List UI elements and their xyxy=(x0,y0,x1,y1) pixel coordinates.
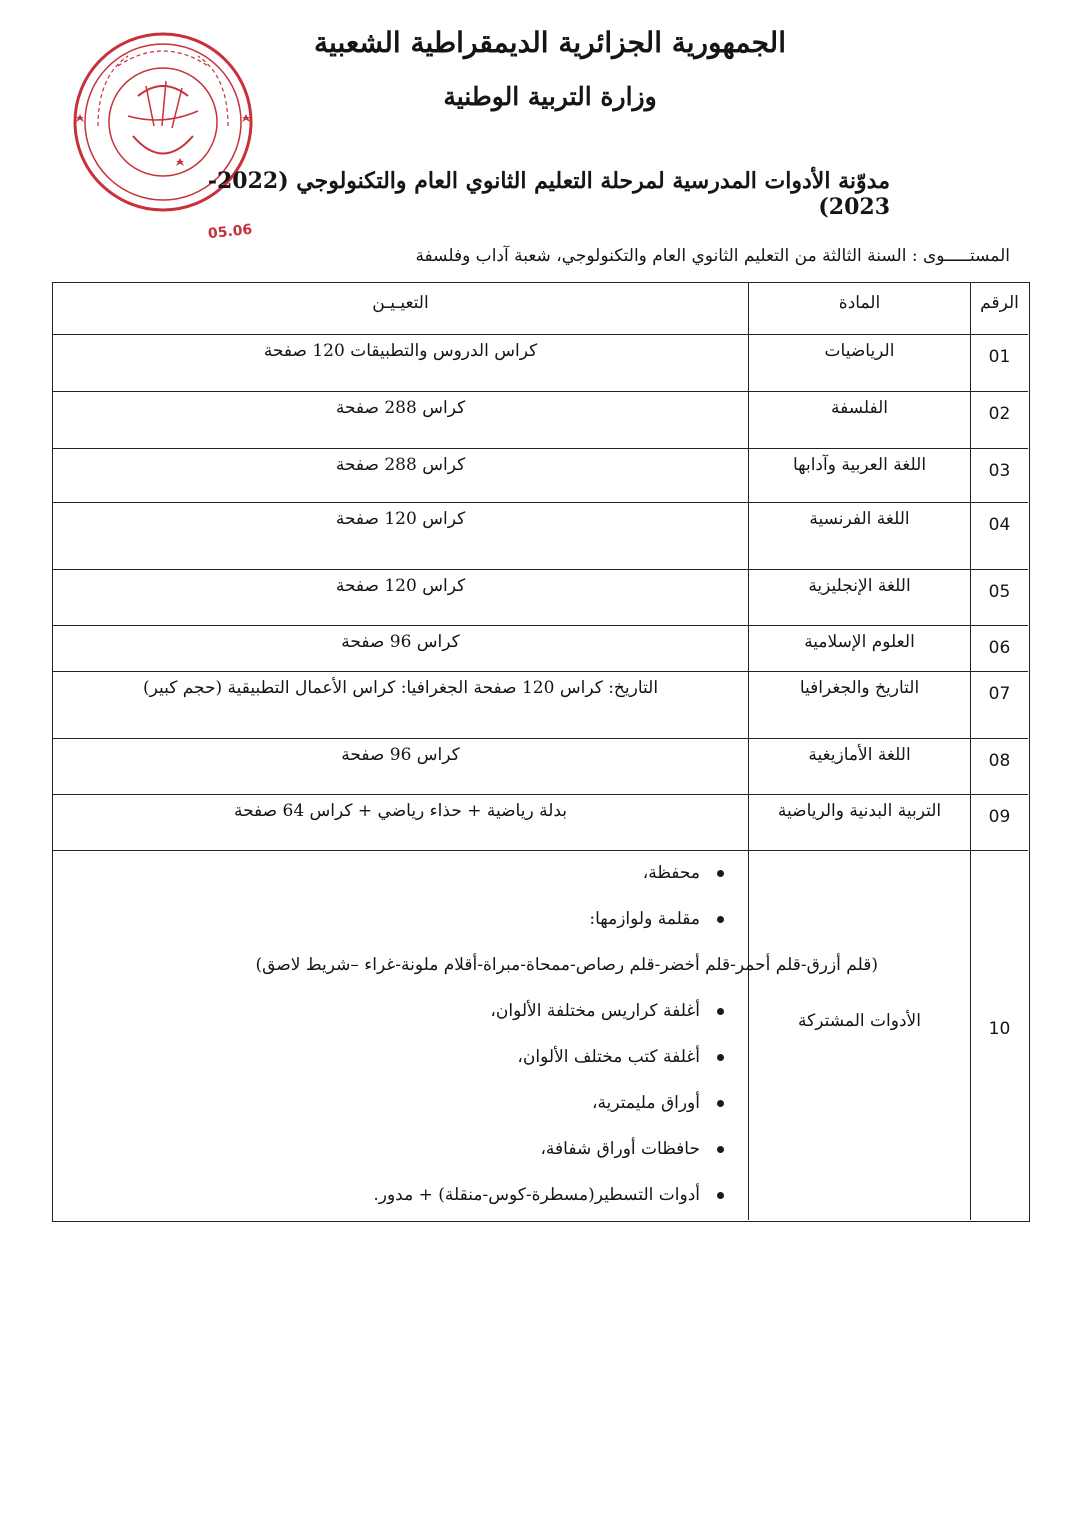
row-subject: الرياضيات xyxy=(748,335,970,391)
row-designation: كراس 96 صفحة xyxy=(341,632,460,652)
row-designation: كراس 288 صفحة xyxy=(335,455,466,475)
row-designation: كراس 120 صفحة xyxy=(335,576,466,596)
row-subject: اللغة الإنجليزية xyxy=(748,570,970,625)
table-header-row xyxy=(53,283,1028,335)
list-item: أغلفة كراريس مختلفة الألوان، xyxy=(88,997,728,1043)
list-item: أدوات التسطير(مسطرة-كوس-منقلة) + مدور. xyxy=(88,1181,728,1227)
row-designation: التاريخ: كراس 120 صفحة الجغرافيا: كراس الأعمال التطبيقية (حجم كبير) xyxy=(142,678,659,698)
list-item-detail: (قلم أزرق-قلم أحمر-قلم أخضر-قلم رصاص-ممحاة-مبراة-أقلام ملونة-غراء –شريط لاصق) xyxy=(255,955,878,975)
header-subject: المادة xyxy=(748,283,970,334)
document-title: مدوّنة الأدوات المدرسية لمرحلة التعليم الثانوي العام والتكنولوجي (2022-2023) xyxy=(207,168,890,220)
list-item: محفظة، xyxy=(88,859,728,905)
common-number: 10 xyxy=(988,1019,1011,1039)
row-number: 06 xyxy=(970,626,1028,671)
seal-date: 05.06 xyxy=(207,221,254,243)
row-subject: اللغة الأمازيغية xyxy=(748,739,970,794)
common-subject: الأدوات المشتركة xyxy=(798,1011,921,1031)
header-designation: التعيـيـن xyxy=(372,293,429,313)
list-item: أوراق مليمترية، xyxy=(88,1089,728,1135)
row-number: 08 xyxy=(970,739,1028,794)
table-row xyxy=(53,392,1028,449)
row-designation: كراس الدروس والتطبيقات 120 صفحة xyxy=(263,341,538,361)
row-subject: التربية البدنية والرياضية xyxy=(748,795,970,850)
row-number xyxy=(970,851,1028,1220)
supplies-table xyxy=(52,282,1030,1222)
table-row xyxy=(53,672,1028,739)
list-item: حافظات أوراق شفافة، xyxy=(88,1135,728,1181)
row-number: 01 xyxy=(970,335,1028,391)
row-subject: العلوم الإسلامية xyxy=(748,626,970,671)
table-row-common xyxy=(53,851,1028,1220)
row-number: 04 xyxy=(970,503,1028,569)
table-row xyxy=(53,570,1028,626)
row-designation: كراس 120 صفحة xyxy=(335,509,466,529)
table-row xyxy=(53,503,1028,570)
row-subject: التاريخ والجغرافيا xyxy=(748,672,970,738)
row-number: 02 xyxy=(970,392,1028,448)
level-line: المستـــــوى : السنة الثالثة من التعليم الثانوي العام والتكنولوجي، شعبة آداب وفلسفة xyxy=(415,246,1010,266)
row-subject xyxy=(748,851,970,1220)
ministry-heading: وزارة التربية الوطنية xyxy=(443,82,657,111)
republic-heading: الجمهورية الجزائرية الديمقراطية الشعبية xyxy=(313,26,786,59)
table-row xyxy=(53,626,1028,672)
row-number: 07 xyxy=(970,672,1028,738)
row-subject: الفلسفة xyxy=(748,392,970,448)
row-number: 09 xyxy=(970,795,1028,850)
table-row xyxy=(53,795,1028,851)
table-row xyxy=(53,739,1028,795)
row-designation: كراس 288 صفحة xyxy=(335,398,466,418)
table-row xyxy=(53,335,1028,392)
list-item: أغلفة كتب مختلف الألوان، xyxy=(88,1043,728,1089)
row-subject: اللغة الفرنسية xyxy=(748,503,970,569)
row-designation: بدلة رياضية + حذاء رياضي + كراس 64 صفحة xyxy=(233,801,568,821)
row-designation: كراس 96 صفحة xyxy=(341,745,460,765)
table-row xyxy=(53,449,1028,503)
row-number: 03 xyxy=(970,449,1028,502)
row-number: 05 xyxy=(970,570,1028,625)
header-number: الرقم xyxy=(970,283,1028,334)
row-subject: اللغة العربية وآدابها xyxy=(748,449,970,502)
list-item: مقلمة ولوازمها: xyxy=(88,905,728,951)
